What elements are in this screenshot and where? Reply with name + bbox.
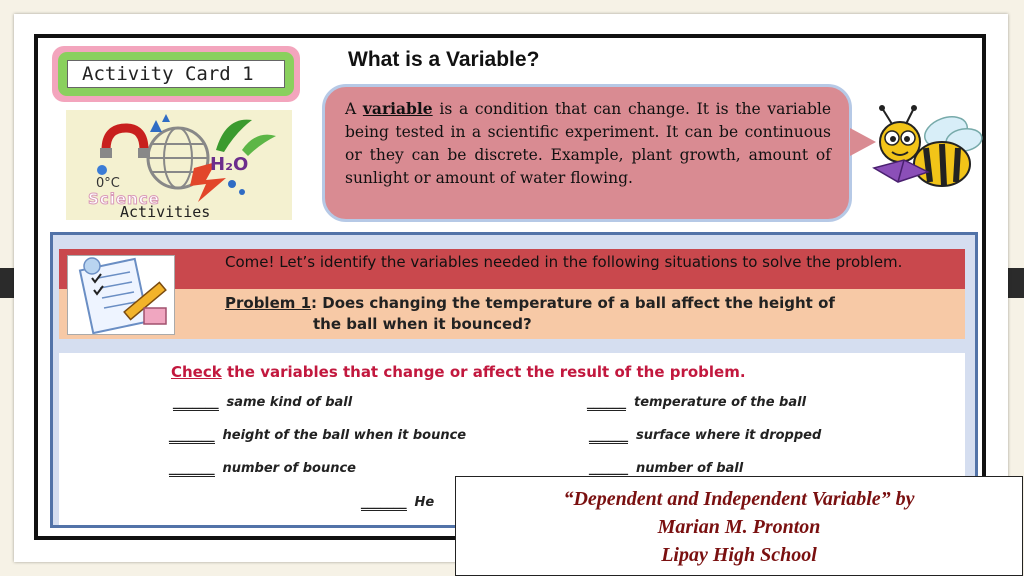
instruction-text: Check the variables that change or affect the result of the problem. — [171, 363, 746, 381]
worksheet-frame — [34, 34, 986, 540]
activity-card-tag — [52, 46, 300, 102]
definition-text: A variable is a condition that can change. It is the variable being tested in a scientific experiment. It can be continuous or they can be discrete. Example, plant growth, amount of sunlight or amount of water flowing. — [345, 99, 831, 187]
option-same-kind-of-ball[interactable]: _______ same kind of ball — [173, 395, 353, 410]
citation-school: Lipay High School — [661, 544, 817, 566]
writing-checklist-icon — [67, 255, 175, 335]
temperature-label: 0°C — [96, 176, 120, 191]
problem-header-band — [59, 249, 965, 339]
option-partially-hidden[interactable]: _______ He — [361, 495, 435, 510]
problem-statement: Problem 1: Does changing the temperature of a ball affect the height of the ball when it bounced? — [225, 294, 835, 333]
definition-bubble — [322, 84, 852, 222]
logo-science-word: Science — [88, 190, 160, 208]
bee-reading-icon — [864, 104, 984, 200]
citation-author: Marian M. Pronton — [657, 516, 821, 538]
citation-title: “Dependent and Independent Variable” by — [563, 488, 915, 510]
activity-card-label: Activity Card 1 — [67, 60, 285, 88]
option-surface-where-dropped[interactable]: ______ surface where it dropped — [589, 428, 822, 443]
option-temperature-of-ball[interactable]: ______ temperature of the ball — [587, 395, 807, 410]
option-height-of-ball[interactable]: _______ height of the ball when it bounce — [169, 428, 467, 443]
h2o-label: H₂O — [210, 154, 249, 175]
variable-term: variable — [362, 99, 433, 118]
intro-text: Come! Let’s identify the variables needed in the following situations to solve the problem. — [225, 253, 903, 271]
option-number-of-bounce[interactable]: _______ number of bounce — [169, 461, 356, 476]
science-activities-logo — [66, 110, 292, 220]
problem-label: Problem 1 — [225, 294, 312, 312]
logo-activities-word: Activities — [120, 203, 211, 221]
page-title: What is a Variable? — [348, 48, 540, 71]
option-number-of-ball[interactable]: ______ number of ball — [589, 461, 744, 476]
citation-box — [455, 476, 1023, 576]
